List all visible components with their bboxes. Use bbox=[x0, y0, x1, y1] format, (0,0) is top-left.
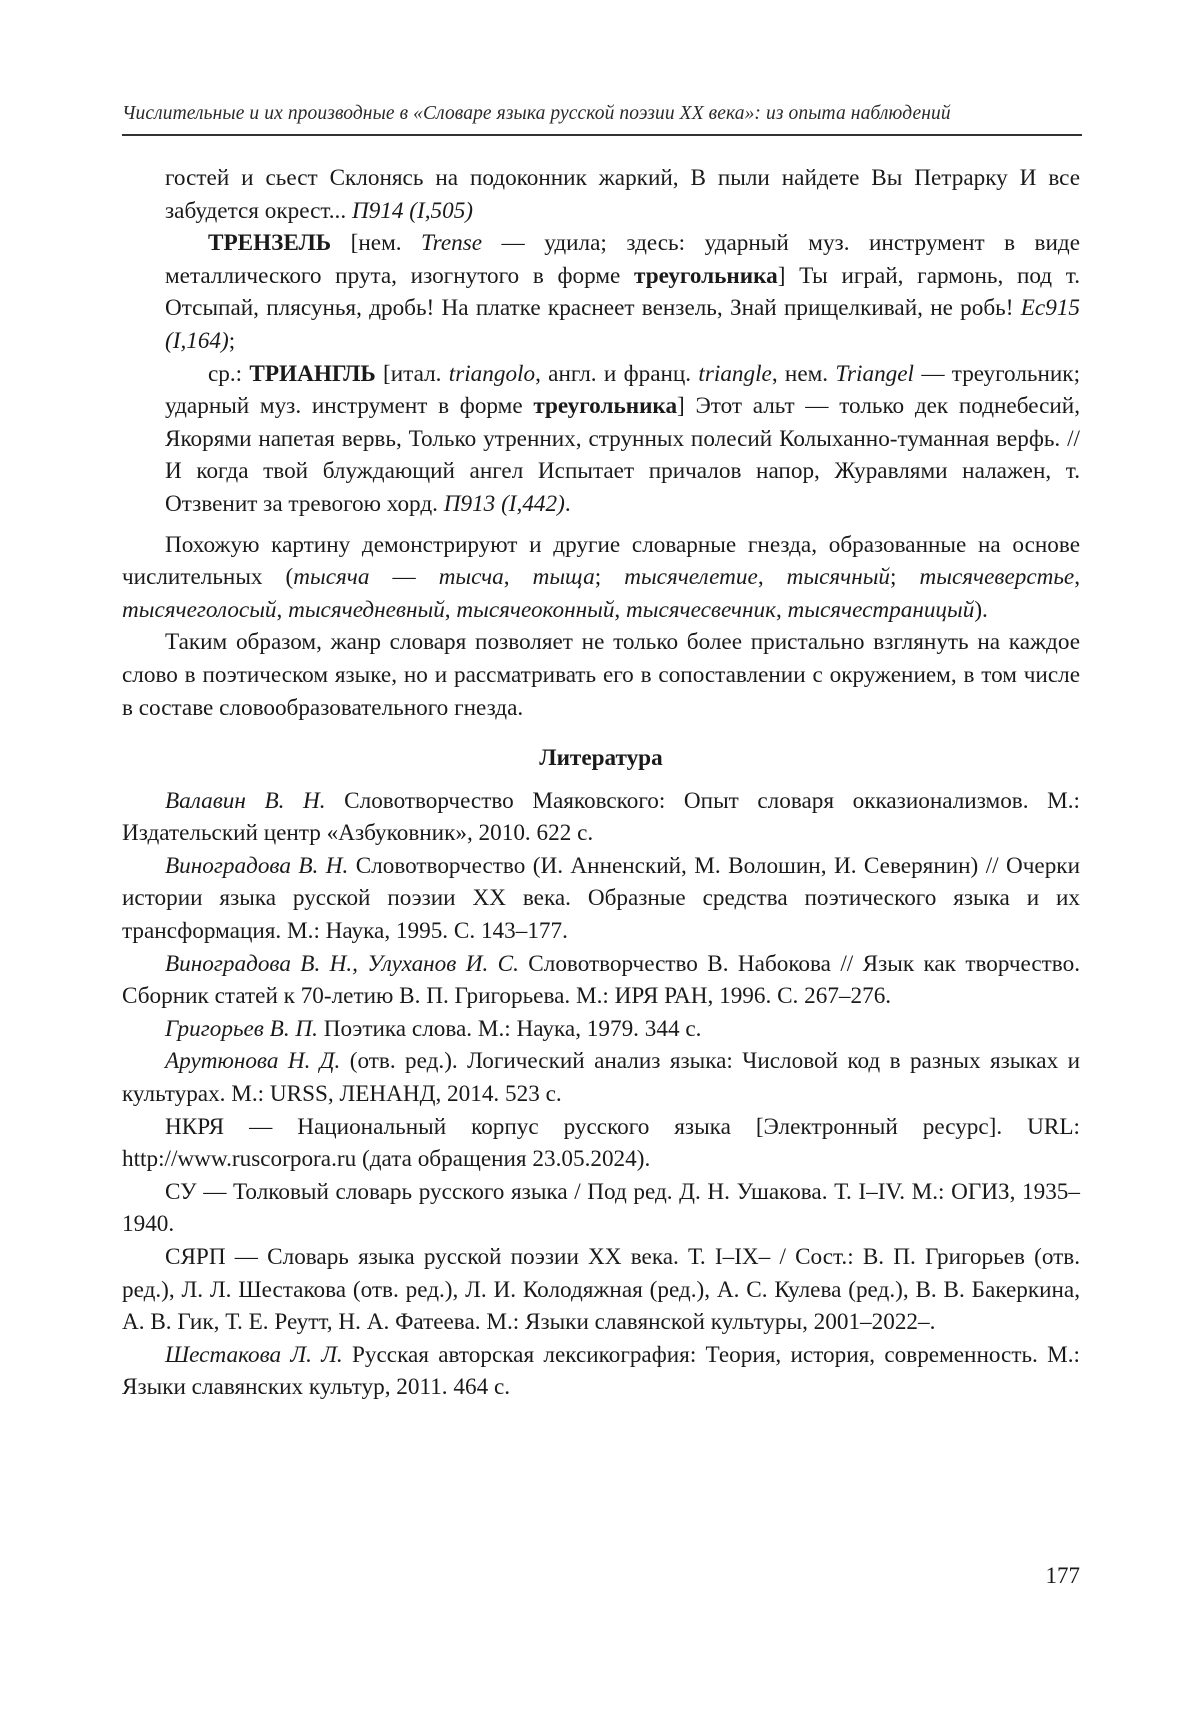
p1-word: тысячеоконный bbox=[456, 596, 615, 623]
headword-trenzel: ТРЕНЗЕЛЬ bbox=[208, 230, 332, 257]
reference-item bbox=[122, 1339, 1080, 1404]
p1-word: тысячеверстье bbox=[919, 564, 1075, 591]
triangl-etymon-3: Triangel bbox=[835, 360, 915, 387]
spacer bbox=[122, 521, 1080, 529]
p1-sep: ; bbox=[890, 564, 920, 591]
reference-text: СЯРП — Словарь языка русской поэзии XX века. Т. I–IX– / Сост.: В. П. Григорьев (отв. ред.), Л. Л. Шестакова (отв. ред.), Л. И. Колодяжная (ред.), А. С. Кулева (ред.), В. В. Бакеркина, А. В. Гик, Т. Е. Реутт, Н. А. Фатеева. М.: Языки славянской культуры, 2001–2022–. bbox=[122, 1244, 1080, 1336]
p1-sep: , bbox=[503, 564, 533, 591]
p1-sep: , bbox=[614, 596, 627, 623]
p1-word: тысячесвечник bbox=[626, 596, 776, 623]
triangl-tail: . bbox=[564, 490, 571, 517]
headword-triangl: ТРИАНГЛЬ bbox=[249, 360, 376, 387]
p1-word: тысячелетие bbox=[624, 564, 758, 591]
p1-end: ). bbox=[974, 596, 988, 623]
header-rule bbox=[122, 134, 1082, 136]
p1-sep: , bbox=[775, 596, 788, 623]
p1-sep: , bbox=[276, 596, 289, 623]
p1-sep: , bbox=[1074, 564, 1081, 591]
p1-word: тыща bbox=[532, 564, 595, 591]
reference-author: Виноградова В. Н., Улуханов И. С. bbox=[165, 950, 519, 977]
reference-item bbox=[122, 850, 1080, 948]
p1-sep: , bbox=[757, 564, 787, 591]
triangl-sep-2: , нем. bbox=[771, 360, 829, 387]
continuation-text: гостей и сьест Склонясь на подоконник жаркий, В пыли найдете Вы Петрарку И все забудется окрест... bbox=[165, 165, 1080, 224]
reference-text: Словотворчество Маяковского: Опыт словаря окказионализмов. М.: Издательский центр «Азбуковник», 2010. 622 с. bbox=[122, 787, 1080, 847]
triangl-etymon-2: triangle bbox=[698, 360, 772, 387]
references-list bbox=[122, 785, 1080, 1404]
trenzel-source: Ес915 (I,164) bbox=[165, 295, 1081, 354]
p1-word: тысча bbox=[438, 564, 504, 591]
reference-author: Валавин В. Н. bbox=[165, 787, 326, 814]
reference-item bbox=[122, 1241, 1080, 1339]
paragraph-2: Таким образом, жанр словаря позволяет не только более пристально взглянуть на каждое слово в поэтическом языке, но и рассматривать его в сопоставлении с окружением, в том числе в составе словообразовательного гнезда. bbox=[122, 629, 1080, 721]
p1-word: тысячеголосый bbox=[122, 596, 277, 623]
reference-author: Шестакова Л. Л. bbox=[165, 1341, 343, 1368]
reference-text: Поэтика слова. М.: Наука, 1979. 344 с. bbox=[317, 1015, 702, 1042]
entry-trenzel bbox=[165, 227, 1080, 357]
p1-word: тысячный bbox=[786, 564, 891, 591]
p1-sep: , bbox=[444, 596, 457, 623]
trenzel-bracket: [нем. bbox=[350, 230, 402, 257]
running-header: Числительные и их производные в «Словаре языка русской поэзии XX века»: из опыта наблюдений bbox=[122, 103, 951, 124]
triangl-etymon-1: triangolo bbox=[448, 360, 536, 387]
trenzel-etymon: Trense bbox=[421, 230, 483, 257]
reference-item bbox=[122, 1176, 1080, 1241]
article-body bbox=[122, 162, 1080, 1404]
triangl-gloss-bold: треугольника bbox=[533, 393, 678, 420]
reference-text: НКРЯ — Национальный корпус русского языка [Электронный ресурс]. URL: http://www.ruscorpora.ru (дата обращения 23.05.2024). bbox=[122, 1113, 1080, 1173]
reference-item bbox=[122, 1045, 1080, 1110]
trenzel-quote: ] Ты играй, гармонь, под т. Отсыпай, плясунья, дробь! На платке краснеет вензель, Знай прищелкивай, не робь! bbox=[165, 262, 1080, 322]
reference-item bbox=[122, 948, 1080, 1013]
dictionary-excerpt bbox=[122, 162, 1080, 521]
reference-author: Арутюнова Н. Д. bbox=[165, 1048, 341, 1075]
p1-sep: — bbox=[369, 564, 439, 591]
reference-text: Словотворчество (И. Анненский, М. Волошин, И. Северянин) // Очерки истории языка русской поэзии XX века. Образные средства поэтического языка и их трансформация. М.: Наука, 1995. С. 143–177. bbox=[122, 852, 1080, 945]
references-heading: Литература bbox=[539, 745, 663, 772]
reference-text: Словотворчество В. Набокова // Язык как творчество. Сборник статей к 70-летию В. П. Григорьева. М.: ИРЯ РАН, 1996. С. 267–276. bbox=[122, 950, 1080, 1010]
dictionary-continuation bbox=[165, 162, 1080, 227]
reference-text: (отв. ред.). Логический анализ языка: Числовой код в разных языках и культурах. М.: URSS, ЛЕНАНД, 2014. 523 с. bbox=[122, 1048, 1080, 1108]
page-number: 177 bbox=[1045, 1563, 1080, 1588]
p1-word: тысячестраницый bbox=[787, 596, 975, 623]
triangl-source: П913 (I,442) bbox=[443, 490, 565, 517]
reference-text: Русская авторская лексикография: Теория, история, современность. М.: Языки славянских культур, 2011. 464 с. bbox=[122, 1341, 1080, 1401]
p1-lead: Похожую картину демонстрируют и другие словарные гнезда, образованные на основе числительных ( bbox=[122, 531, 1080, 591]
continuation-source: П914 (I,505) bbox=[351, 197, 474, 224]
paragraph-1 bbox=[122, 529, 1080, 627]
trenzel-tail: ; bbox=[228, 327, 236, 354]
p1-sep: ; bbox=[594, 564, 625, 591]
triangl-quote: ] Этот альт — только дек поднебесий, Якорями напетая вервь, Только утренних, струнных полесий Колыханно-туманная верфь. // И когда твой блуждающий ангел Испытает причалов напор, Журавлями налажен, т. Отзвенит за тревогою хорд. bbox=[165, 393, 1080, 517]
entry-triangl bbox=[165, 358, 1080, 521]
p1-word: тысячедневный bbox=[288, 596, 445, 623]
triangl-prefix: ср.: bbox=[208, 360, 243, 387]
triangl-bracket: [итал. bbox=[383, 360, 442, 387]
triangl-sep-1: , англ. и франц. bbox=[535, 360, 692, 387]
reference-text: СУ — Толковый словарь русского языка / Под ред. Д. Н. Ушакова. Т. I–IV. М.: ОГИЗ, 1935–1940. bbox=[122, 1178, 1080, 1238]
trenzel-gloss: — удила; здесь: ударный муз. инструмент в виде металлического прута, изогнутого в форме bbox=[165, 230, 1080, 289]
reference-item bbox=[122, 785, 1080, 850]
reference-author: Григорьев В. П. bbox=[165, 1015, 318, 1042]
trenzel-gloss-bold: треугольника bbox=[634, 262, 778, 289]
reference-author: Виноградова В. Н. bbox=[165, 852, 349, 879]
triangl-gloss: — треугольник; ударный муз. инструмент в форме bbox=[165, 360, 1081, 420]
reference-item bbox=[122, 1111, 1080, 1176]
p1-word: тысяча bbox=[293, 564, 370, 591]
reference-item bbox=[122, 1013, 1080, 1046]
